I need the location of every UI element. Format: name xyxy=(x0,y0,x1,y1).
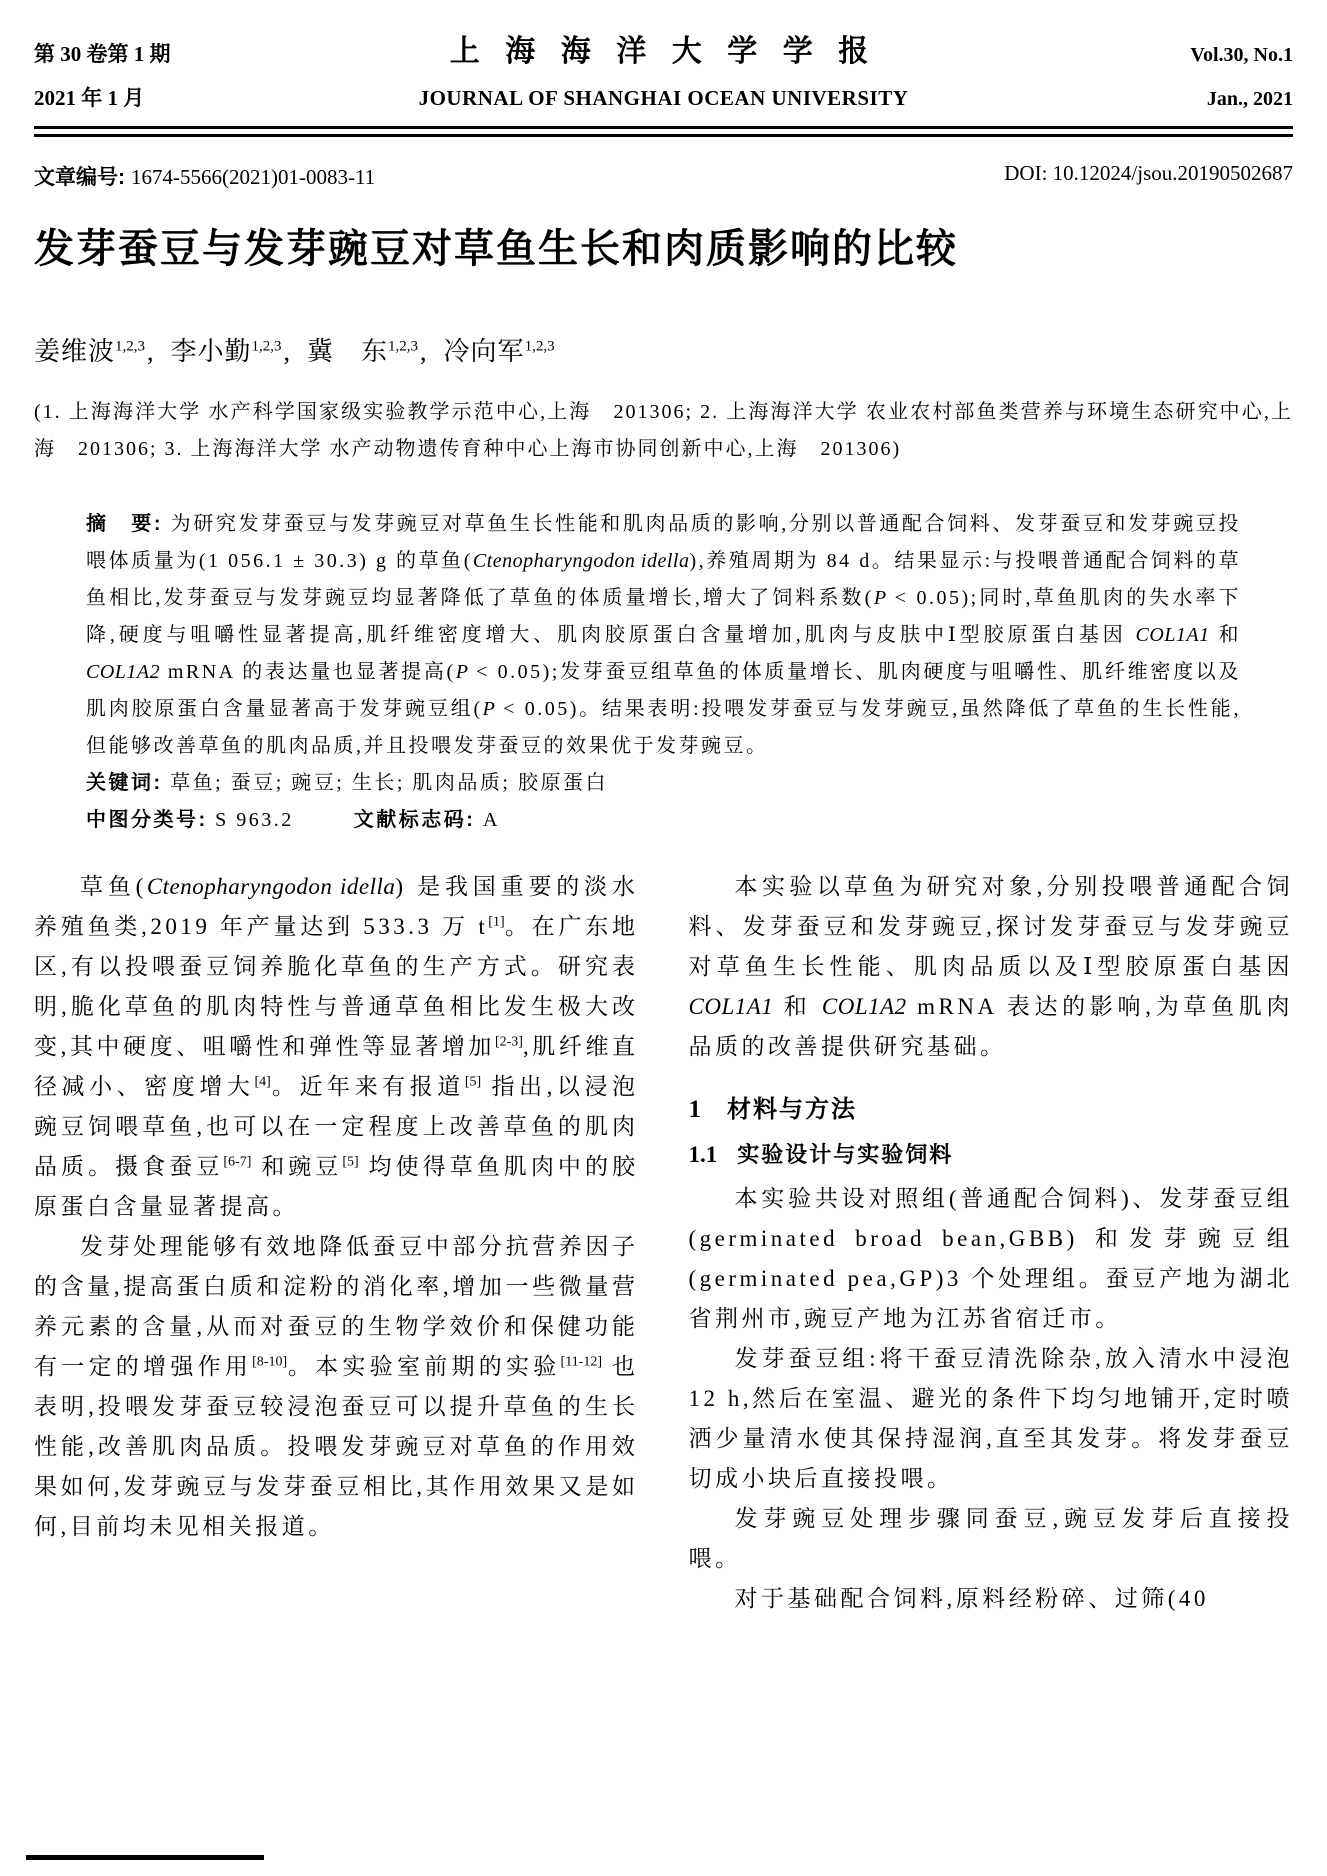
left-column xyxy=(34,867,639,1619)
article-number xyxy=(34,161,375,191)
abstract-label: 摘 要: xyxy=(86,513,164,535)
article-meta-row xyxy=(34,161,1293,191)
author-1 xyxy=(34,337,145,366)
right-column xyxy=(689,867,1294,1619)
article-title: 发芽蚕豆与发芽豌豆对草鱼生长和肉质影响的比较 xyxy=(34,227,958,271)
author-1-affil-marks: 1,2,3 xyxy=(115,338,146,355)
author-3-affil-marks: 1,2,3 xyxy=(388,338,419,355)
clc-label: 中图分类号: xyxy=(86,809,208,831)
paragraph-methods-2: 发芽蚕豆组:将干蚕豆清洗除杂,放入清水中浸泡 12 h,然后在室温、避光的条件下均匀地铺开,定时喷洒少量清水使其保持湿润,直至其发芽。将发芽蚕豆切成小块后直接投喂。 xyxy=(688,1346,1293,1491)
abstract-section xyxy=(86,506,1241,839)
body-columns xyxy=(34,867,1293,1619)
section-1-title: 材料与方法 xyxy=(727,1096,857,1123)
header-divider xyxy=(34,126,1293,137)
issue-date-en: Jan., 2021 xyxy=(1206,88,1293,110)
abstract-text: 为研究发芽蚕豆与发芽豌豆对草鱼生长性能和肌肉品质的影响,分别以普通配合饲料、发芽蚕豆和发芽豌豆投喂体质量为(1 056.1 ± 30.3) g 的草鱼(Ctenopharyngodon idella),养殖周期为 84 d。结果显示:与投喂普通配合饲料的草鱼相比,发芽蚕豆与发芽豌豆均显著降低了草鱼的体质量增长,增大了饲料系数(P < 0.05);同时,草鱼肌肉的失水率下降,硬度与咀嚼性显著提高,肌纤维密度增大、肌肉胶原蛋白含量增加,肌肉与皮肤中Ⅰ型胶原蛋白基因 COL1A1 和 COL1A2 mRNA 的表达量也显著提高(P < 0.05);发芽蚕豆组草鱼的体质量增长、肌肉硬度与咀嚼性、肌纤维密度以及肌肉胶原蛋白含量显著高于发芽豌豆组(P < 0.05)。结果表明:投喂发芽蚕豆与发芽豌豆,虽然降低了草鱼的生长性能,但能够改善草鱼的肌肉品质,并且投喂发芽蚕豆的效果优于发芽豌豆。 xyxy=(86,513,1242,757)
paragraph-methods-1: 本实验共设对照组(普通配合饲料)、发芽蚕豆组(germinated broad bean,GBB) 和发芽豌豆组(germinated pea,GP)3 个处理组。蚕豆产地为湖北省荆州市,豌豆产地为江苏省宿迁市。 xyxy=(688,1186,1293,1331)
header-row-2 xyxy=(34,82,1293,112)
article-number-value: 1674-5566(2021)01-0083-11 xyxy=(131,165,376,189)
issue-date-cn: 2021 年 1 月 xyxy=(34,86,145,110)
section-1-number: 1 xyxy=(688,1096,701,1123)
author-4-name: 冷向军 xyxy=(443,337,525,366)
author-2-affil-marks: 1,2,3 xyxy=(251,338,282,355)
volume-info-en: Vol.30, No.1 xyxy=(1190,44,1293,66)
section-1-1-number: 1.1 xyxy=(688,1142,718,1167)
clc-value: S 963.2 xyxy=(215,809,294,831)
author-3-name: 冀 东 xyxy=(307,337,389,366)
article-number-label: 文章编号: xyxy=(34,166,125,189)
header-row-1 xyxy=(34,26,1293,70)
doi: DOI: 10.12024/jsou.20190502687 xyxy=(1004,161,1293,185)
footnote-divider xyxy=(26,1855,264,1860)
abstract-paragraph xyxy=(86,506,1241,765)
paragraph-intro-3: 本实验以草鱼为研究对象,分别投喂普通配合饲料、发芽蚕豆和发芽豌豆,探讨发芽蚕豆与发芽豌豆对草鱼生长性能、肌肉品质以及Ⅰ型胶原蛋白基因 COL1A1 和 COL1A2 mRNA 表达的影响,为草鱼肌肉品质的改善提供研究基础。 xyxy=(688,874,1293,1059)
journal-title-en: JOURNAL OF SHANGHAI OCEAN UNIVERSITY xyxy=(418,86,909,110)
journal-header xyxy=(34,26,1293,137)
classification-line xyxy=(86,802,1241,839)
paragraph-methods-4: 对于基础配合饲料,原料经粉碎、过筛(40 xyxy=(734,1586,1209,1611)
doc-code-value: A xyxy=(482,809,500,831)
keywords-text: 草鱼; 蚕豆; 豌豆; 生长; 肌肉品质; 胶原蛋白 xyxy=(170,772,608,794)
journal-title-cn: 上 海 海 洋 大 学 学 报 xyxy=(449,35,878,68)
section-heading-1 xyxy=(689,1089,1294,1124)
authors-line xyxy=(34,331,1293,368)
keywords-line xyxy=(86,765,1241,802)
affiliations: (1. 上海海洋大学 水产科学国家级实验教学示范中心,上海 201306; 2. 上海海洋大学 农业农村部鱼类营养与环境生态研究中心,上海 201306; 3. 上海海洋大学 水产动物遗传育种中心上海市协同创新中心,上海 201306) xyxy=(34,401,1293,460)
author-separator: , xyxy=(283,337,292,366)
author-separator: , xyxy=(147,337,155,366)
author-2-name: 李小勤 xyxy=(170,337,252,366)
paragraph-methods-3: 发芽豌豆处理步骤同蚕豆,豌豆发芽后直接投喂。 xyxy=(688,1506,1293,1571)
author-4-affil-marks: 1,2,3 xyxy=(524,338,555,355)
section-1-1-title: 实验设计与实验饲料 xyxy=(737,1142,954,1167)
paragraph-intro-2: 发芽处理能够有效地降低蚕豆中部分抗营养因子的含量,提高蛋白质和淀粉的消化率,增加一些微量营养元素的含量,从而对蚕豆的生物学效价和保健功能有一定的增强作用[8-10]。本实验室前期的实验[11-12] 也表明,投喂发芽蚕豆较浸泡蚕豆可以提升草鱼的生长性能,改善肌肉品质。投喂发芽豌豆对草鱼的作用效果如何,发芽豌豆与发芽蚕豆相比,其作用效果又是如何,目前均未见相关报道。 xyxy=(34,1234,639,1539)
author-separator: , xyxy=(420,337,428,366)
author-4 xyxy=(444,337,555,366)
author-3 xyxy=(307,337,418,366)
section-heading-1-1 xyxy=(689,1138,1294,1169)
doc-code-label: 文献标志码: xyxy=(353,809,476,831)
keywords-label: 关键词: xyxy=(86,772,163,794)
issue-number-cn: 第 30 卷第 1 期 xyxy=(34,42,171,66)
author-2 xyxy=(171,337,282,366)
author-1-name: 姜维波 xyxy=(34,337,116,366)
paragraph-intro-1: 草鱼(Ctenopharyngodon idella) 是我国重要的淡水养殖鱼类,2019 年产量达到 533.3 万 t[1]。在广东地区,有以投喂蚕豆饲养脆化草鱼的生产方式。研究表明,脆化草鱼的肌肉特性与普通草鱼相比发生极大改变,其中硬度、咀嚼性和弹性等显著增加[2-3],肌纤维直径减小、密度增大[4]。近年来有报道[5] 指出,以浸泡豌豆饲喂草鱼,也可以在一定程度上改善草鱼的肌肉品质。摄食蚕豆[6-7] 和豌豆[5] 均使得草鱼肌肉中的胶原蛋白含量显著提高。 xyxy=(34,874,639,1219)
